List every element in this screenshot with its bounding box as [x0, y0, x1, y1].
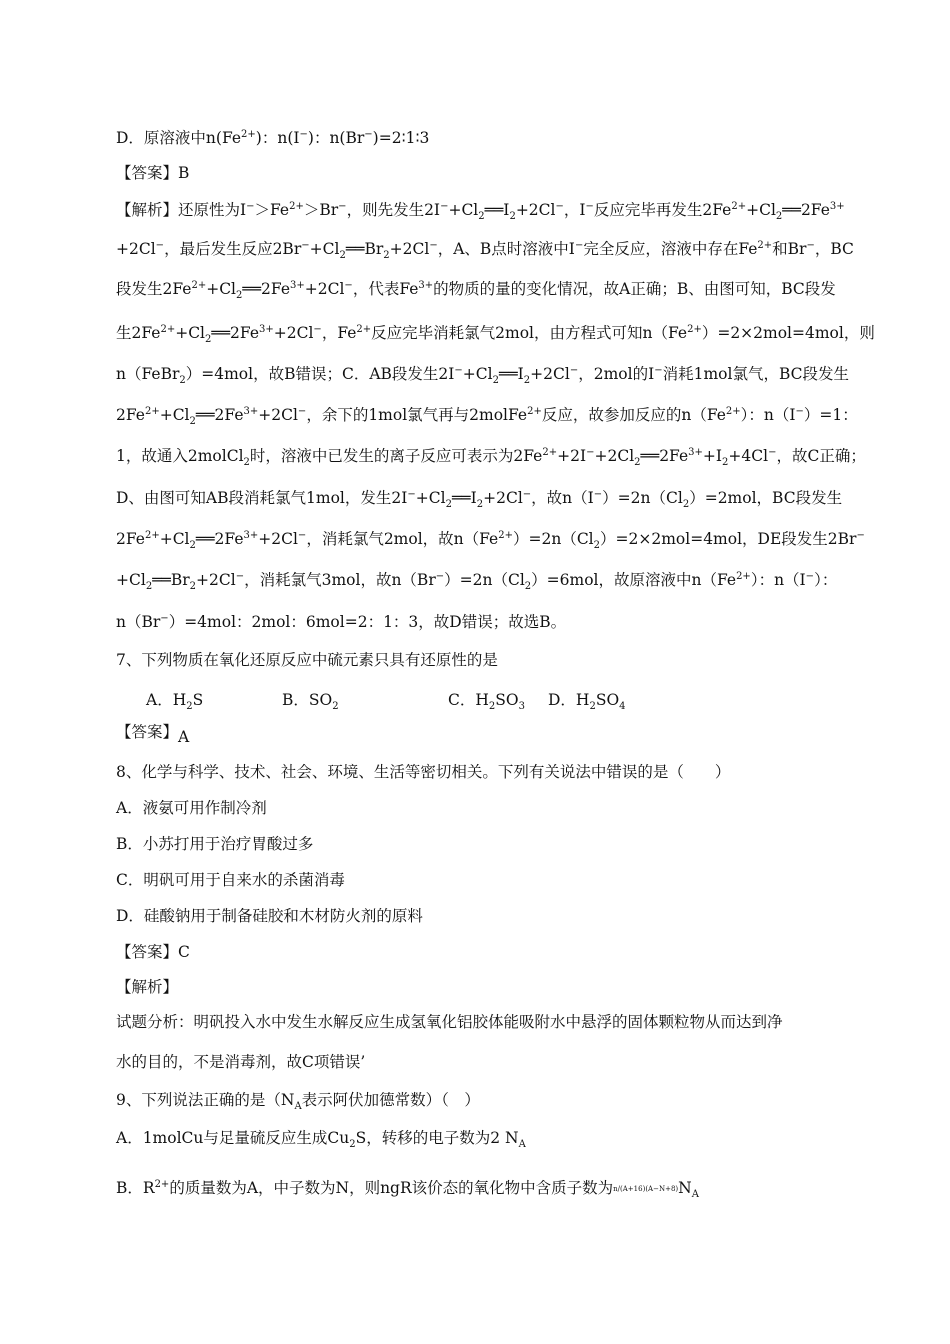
question-7-option-c: C．$H_2SO_3$ — [448, 691, 525, 713]
explanation-6-line-1: 【解析】还原性为$I^->Fe^{2+}>Br^-$，则先发生$2I^-+Cl_2══I_2+2Cl^-$，I−反应完毕再发生$2Fe^{2+}+Cl_2══2Fe^{3+}$ — [116, 200, 845, 223]
question-9-stem: 9、下列说法正确的是（$N_A$表示阿伏加德常数）（ ） — [116, 1091, 480, 1113]
answer-7: 【答案】A — [116, 723, 190, 746]
question-7-option-b: B．$SO_2$ — [282, 691, 339, 713]
explanation-6-line-8: D、由图可知AB段消耗氯气1mol，发生$2I^-+Cl_2══I_2+2Cl^-$，故$n(I^-)=2n(Cl_2)=2mol$，BC段发生 — [116, 488, 843, 511]
question-7-stem: 7、下列物质在氧化还原反应中硫元素只具有还原性的是 — [116, 651, 498, 669]
answer-6: 【答案】B — [116, 164, 190, 182]
explanation-6-line-6: $2Fe^{2+}+Cl_2══2Fe^{3+}+2Cl^-$，余下的1mol氯气再与2molFe$^{2+}$反应，故参加反应的$n(Fe^{2+})$：n（I−）=1： — [116, 405, 858, 428]
explanation-6-line-10: $+Cl_2══Br_2+2Cl^-$，消耗氯气3mol，故$n(Br^-)=2n(Cl_2)=6mol$，故原溶液中$n(Fe^{2+})$：n（I−）： — [116, 570, 838, 593]
explanation-6-line-9: $2Fe^{2+}+Cl_2══2Fe^{3+}+2Cl^-$，消耗氯气2mol，故$n(Fe^{2+})=2n(Cl_2)=2\times 2mol=4mol$，DE段发生2Br− — [116, 529, 865, 552]
question-8-stem: 8、化学与科学、技术、社会、环境、生活等密切相关。下列有关说法中错误的是（ ） — [116, 763, 731, 781]
explanation-6-line-3: 段发生$2Fe^{2+}+Cl_2══2Fe^{3+}+2Cl^-$，代表$Fe^{3+}$的物质的量的变化情况，故A正确；B、由图可知，BC段发 — [116, 279, 836, 302]
explanation-6-line-4: 生$2Fe^{2+}+Cl_2══2Fe^{3+}+2Cl^-$，$Fe^{2+}$反应完毕消耗氯气2mol，由方程式可知$n(Fe^{2+})=2\times 2mol=4mol$，则 — [116, 323, 875, 346]
explanation-8-line-2: 水的目的，不是消毒剂，故C项错误’ — [116, 1053, 366, 1071]
explanation-8-line-1: 试题分析：明矾投入水中发生水解反应生成氢氧化铝胶体能吸附水中悬浮的固体颗粒物从而达到净 — [116, 1013, 783, 1031]
question-8-option-d: D．硅酸钠用于制备硅胶和木材防火剂的原料 — [116, 907, 423, 925]
question-8-option-a: A．液氨可用作制冷剂 — [116, 799, 267, 817]
answer-8: 【答案】C — [116, 943, 190, 961]
question-9-option-a: A．1molCu与足量硫反应生成$Cu_2S$，转移的电子数为2 $N_A$ — [116, 1129, 526, 1151]
explanation-6-line-5: n（FeBr$_2$）=4mol，故B错误；C．AB段发生$2I^-+Cl_2══I_2+2Cl^-$，2mol的I−消耗1mol氯气，BC段发生 — [116, 364, 849, 387]
explanation-6-line-11: n（Br−）=4mol：2mol：6mol=2：1：3，故D错误；故选B。 — [116, 612, 567, 631]
question-8-option-b: B．小苏打用于治疗胃酸过多 — [116, 835, 314, 853]
explanation-8-heading: 【解析】 — [116, 978, 179, 996]
question-7-option-a: A．$H_2S$ — [146, 691, 204, 713]
explanation-6-line-2: +2Cl−，最后发生反应$2Br^-+Cl_2══Br_2+2Cl^-$，A、B点时溶液中I−完全反应，溶液中存在$Fe^{2+}$和Br−，BC — [116, 239, 854, 262]
question-6-option-d: D．原溶液中$n(Fe^{2+})$：n(I−)：n(Br−)=2∶1∶3 — [116, 128, 430, 147]
question-8-option-c: C．明矾可用于自来水的杀菌消毒 — [116, 871, 345, 889]
question-9-option-b: B．$R^{2+}$的质量数为A，中子数为N，则ngR该价态的氧化物中含质子数为$n/(A+16)(A-N+8)N_A$ — [116, 1178, 699, 1201]
explanation-6-line-7: 1，故通入2molCl$_2$时，溶液中已发生的离子反应可表示为$2Fe^{2+}+2I^-+2Cl_2══2Fe^{3+}+I_2+4Cl^-$，故C正确； — [116, 446, 866, 469]
question-7-option-d: D．$H_2SO_4$ — [548, 691, 626, 713]
formula-image: n/(A+16)(A−N+8) — [613, 1185, 679, 1193]
